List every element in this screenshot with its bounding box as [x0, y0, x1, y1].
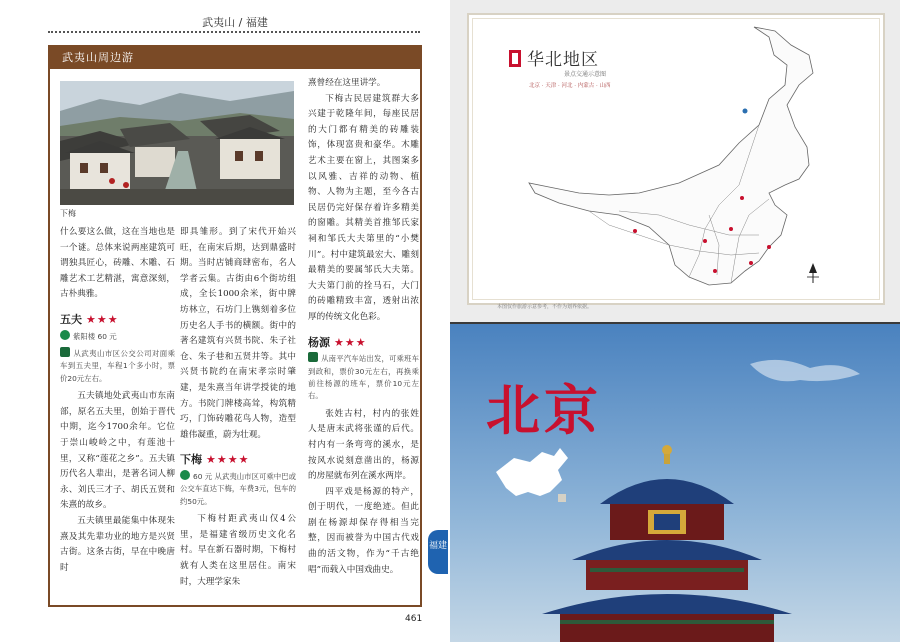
- rating-stars: ★★★: [86, 312, 119, 326]
- map-legend: 北京 · 天津 · 河北 · 内蒙古 · 山西: [529, 83, 611, 89]
- body-paragraph: 五夫镇地处武夷山市东南部，原名五夫里，创始于晋代中期，迄今1700余年。它位于崇山峻岭之中，有莲池十里，又称“莲花之乡”。五夫镇历代名人辈出，是著名词人柳永、刘氏三才子、胡氏五贤和朱熹的故乡。: [60, 391, 175, 511]
- xiamei-photo: [60, 81, 294, 205]
- beijing-title: 北京: [486, 379, 602, 442]
- body-paragraph: 五夫镇里最能集中体现朱熹及其先辈功业的地方是兴贤古街。这条古街，早在中晚唐时: [60, 515, 175, 573]
- map-title: 华北地区: [509, 45, 599, 70]
- entry-name: 下梅: [180, 453, 202, 467]
- ticket-icon: [180, 470, 190, 480]
- ticket-icon: [60, 330, 70, 340]
- page-number: 461: [405, 614, 423, 624]
- transport-text: 从武夷山市区可乘中巴或公交车直达下梅，车费3元，包车的约50元。: [180, 471, 296, 506]
- ticket-text: 紫阳楼 60 元: [73, 331, 117, 341]
- wufu-heading: [60, 312, 175, 328]
- content-frame: [48, 45, 422, 607]
- map-card: [467, 13, 885, 310]
- ticket-info: [180, 470, 296, 508]
- bus-icon: [60, 347, 70, 357]
- map-subtitle: 景点交通示意图: [564, 71, 607, 78]
- body-paragraph: 即具雏形。到了宋代开始兴旺，在南宋后期，达到鼎盛时期。当时店铺商肆密布，名人学者云集。古街由6个街坊组成，全长1000余米，街中牌坊林立，石坊门上镌刻着多位历史名人手书的横额。街中的著名建筑有兴贤书院、朱子社仓、朱子巷和五贤井等。其中兴贤书院约在南宋孝宗时肇建，是朱熹当年讲学授徒的地方。书院门牌楼高耸，构筑精巧，门饰砖雕花鸟人物，造型雄伟凝重，蔚为壮观。: [180, 227, 296, 440]
- ticket-info: [60, 330, 175, 343]
- body-paragraph: 什么要这么做，这在当地也是一个谜。总体来说两座建筑可谓独具匠心，砖雕、木雕、石雕艺术工艺精湛，寓意深刻，古朴典雅。: [60, 227, 175, 300]
- village-illustration: [60, 81, 294, 205]
- yangyuan-heading: [308, 335, 419, 351]
- body-paragraph: 下梅村距武夷山仅4公里，是福建省级历史文化名村。早在新石器时期，下梅村就有人类在这里居住。南宋时，大理学家朱: [180, 514, 296, 587]
- header-rule: [48, 31, 420, 33]
- transport-text: 从武夷山市区公交公司对面乘车到五夫里，车程1个多小时，票价20元左右。: [60, 348, 175, 383]
- body-paragraph: 张姓古村，村内的张姓人是唐末武将张谨的后代。村内有一条弯弯的溪水，是按风水说刻意凿出的，杨源的房屋就布列在溪水两岸。: [308, 408, 419, 482]
- map-panel: [450, 0, 900, 322]
- entry-name: 杨源: [308, 335, 330, 349]
- ticket-text: 60 元: [193, 471, 213, 481]
- column-2: [180, 225, 296, 590]
- running-head: 武夷山 / 福建: [202, 16, 268, 29]
- transport-info: [308, 352, 419, 403]
- right-page: [450, 0, 900, 642]
- column-1: [60, 225, 175, 576]
- transport-info: [60, 347, 175, 385]
- rating-stars: ★★★: [334, 335, 367, 349]
- bus-icon: [308, 352, 318, 362]
- body-paragraph: 四平戏是杨源的特产，创于明代，一度绝迹。但此剧在杨源却保存得相当完整，因而被誉为中国古代戏曲的活文物，作为“千古绝唱”而载入中国戏曲史。: [308, 486, 419, 575]
- body-paragraph: 下梅古民居建筑群大多兴建于乾隆年间，每座民居的大门都有精美的砖雕装饰，体现富贵和豪华。木雕艺术主要在窗上，其图案多以风雅、吉祥的动物、植物、人物为主题，至今各古民居仍完好保存着许多精美的窗雕。其精美首推邹氏家祠和邹氏大夫第里的“小樊川”。村中建筑最宏大、雕刻最精美的要属邹氏大夫第。大夫第门前的拴马石，大门的砖雕精致丰富，透射出浓厚的传统文化色彩。: [308, 93, 419, 322]
- beijing-photo: [450, 324, 900, 642]
- body-paragraph: 熹曾经在这里讲学。: [308, 78, 386, 88]
- title-mark-icon: [509, 50, 521, 67]
- transport-text: 从南平汽车站出发，可乘班车到政和，票价30元左右，再换乘前往杨源的班车，票价10元左右。: [308, 354, 419, 401]
- left-page: [0, 0, 446, 642]
- xiamei-heading: [180, 452, 296, 468]
- map-footnote: 本图仅作旅游示意参考，不作为划界依据。: [497, 304, 593, 310]
- column-3: [308, 76, 419, 578]
- province-tab[interactable]: 福建: [428, 530, 448, 574]
- lake-marker: [743, 109, 748, 114]
- photo-caption: 下梅: [60, 209, 76, 218]
- section-title: 武夷山周边游: [50, 47, 420, 69]
- entry-name: 五夫: [60, 312, 82, 326]
- rating-stars: ★★★★: [206, 453, 250, 467]
- compass-icon: [807, 263, 819, 283]
